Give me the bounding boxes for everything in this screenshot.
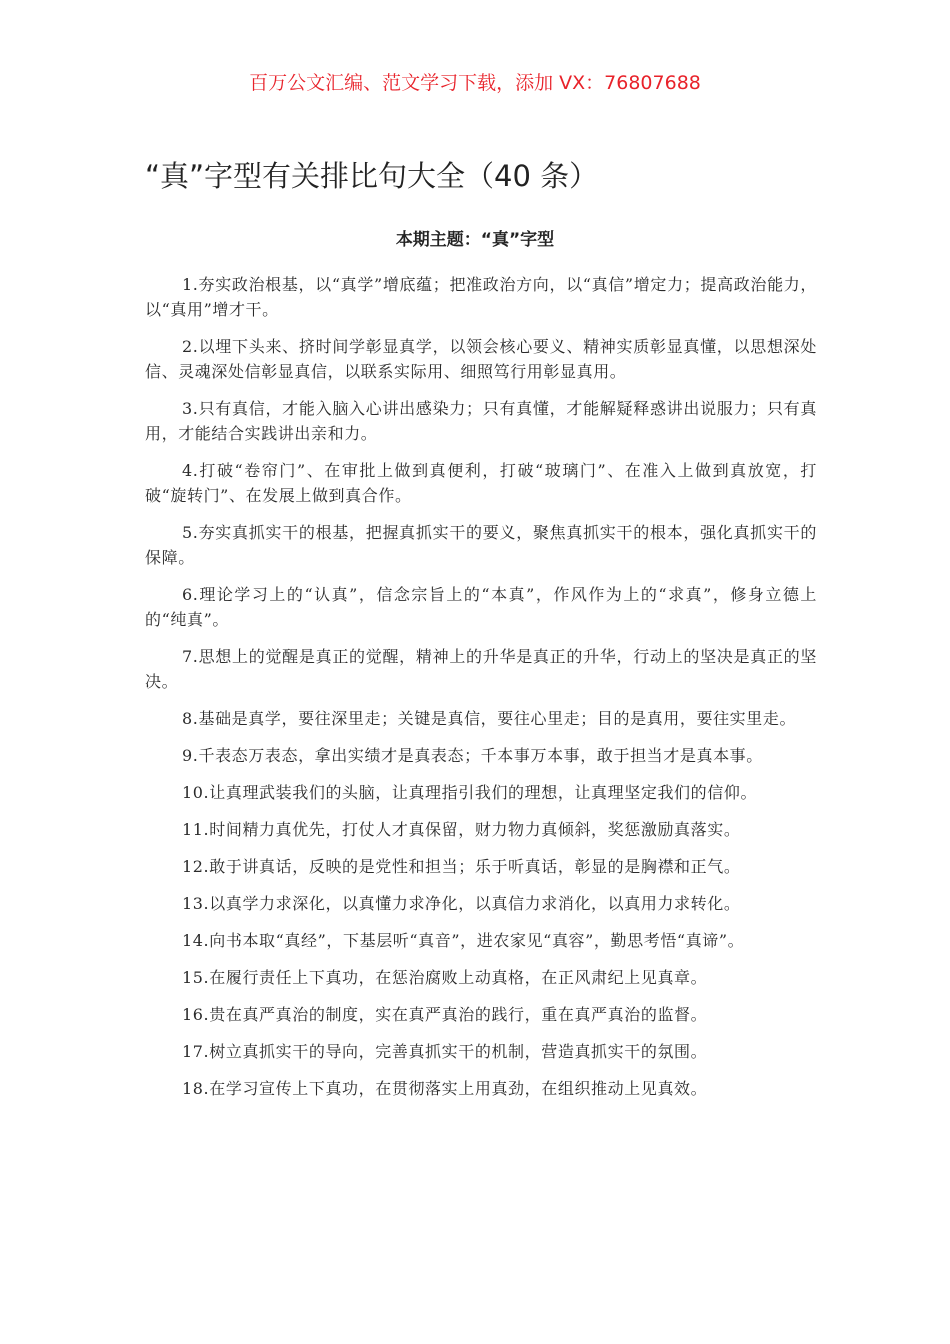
header-banner: 百万公文汇编、范文学习下载，添加 VX：76807688 [249,72,701,94]
list-item: 10.让真理武装我们的头脑，让真理指引我们的理想，让真理坚定我们的信仰。 [182,783,758,802]
list-item: 3.只有真信，才能入脑入心讲出感染力；只有真懂，才能解疑释惑讲出说服力；只有真用，才能结合实践讲出亲和力。 [145,399,817,443]
list-item: 7.思想上的觉醒是真正的觉醒，精神上的升华是真正的升华，行动上的坚决是真正的坚决。 [145,647,817,691]
list-item: 1.夯实政治根基，以“真学”增底蕴；把准政治方向，以“真信”增定力；提高政治能力，以“真用”增才干。 [145,275,817,319]
list-item: 9.千表态万表态，拿出实绩才是真表态；千本事万本事，敢于担当才是真本事。 [182,746,763,765]
list-item: 11.时间精力真优先，打仗人才真保留，财力物力真倾斜，奖惩激励真落实。 [182,820,741,839]
list-item: 6.理论学习上的“认真”，信念宗旨上的“本真”，作风作为上的“求真”，修身立德上的“纯真”。 [145,585,817,629]
list-item: 15.在履行责任上下真功，在惩治腐败上动真格，在正风肃纪上见真章。 [182,968,708,987]
list-item: 12.敢于讲真话，反映的是党性和担当；乐于听真话，彰显的是胸襟和正气。 [182,857,741,876]
list-item: 4.打破“卷帘门”、在审批上做到真便利，打破“玻璃门”、在准入上做到真放宽，打破“旋转门”、在发展上做到真合作。 [145,461,817,505]
page-title: “真”字型有关排比句大全（40 条） [145,159,599,193]
page-subtitle: 本期主题：“真”字型 [395,230,555,250]
list-item: 18.在学习宣传上下真功，在贯彻落实上用真劲，在组织推动上见真效。 [182,1079,708,1098]
list-item: 5.夯实真抓实干的根基，把握真抓实干的要义，聚焦真抓实干的根本，强化真抓实干的保障。 [145,523,817,567]
list-item: 16.贵在真严真治的制度，实在真严真治的践行，重在真严真治的监督。 [182,1005,708,1024]
list-item: 17.树立真抓实干的导向，完善真抓实干的机制，营造真抓实干的氛围。 [182,1042,708,1061]
list-item: 8.基础是真学，要往深里走；关键是真信，要往心里走；目的是真用，要往实里走。 [182,709,797,728]
sentence-list [145,272,817,1113]
list-item: 13.以真学力求深化，以真懂力求净化，以真信力求消化，以真用力求转化。 [182,894,741,913]
list-item: 14.向书本取“真经”，下基层听“真音”，进农家见“真容”，勤思考悟“真谛”。 [182,931,745,950]
list-item: 2.以埋下头来、挤时间学彰显真学，以领会核心要义、精神实质彰显真懂，以思想深处信、灵魂深处信彰显真信，以联系实际用、细照笃行用彰显真用。 [145,337,817,381]
